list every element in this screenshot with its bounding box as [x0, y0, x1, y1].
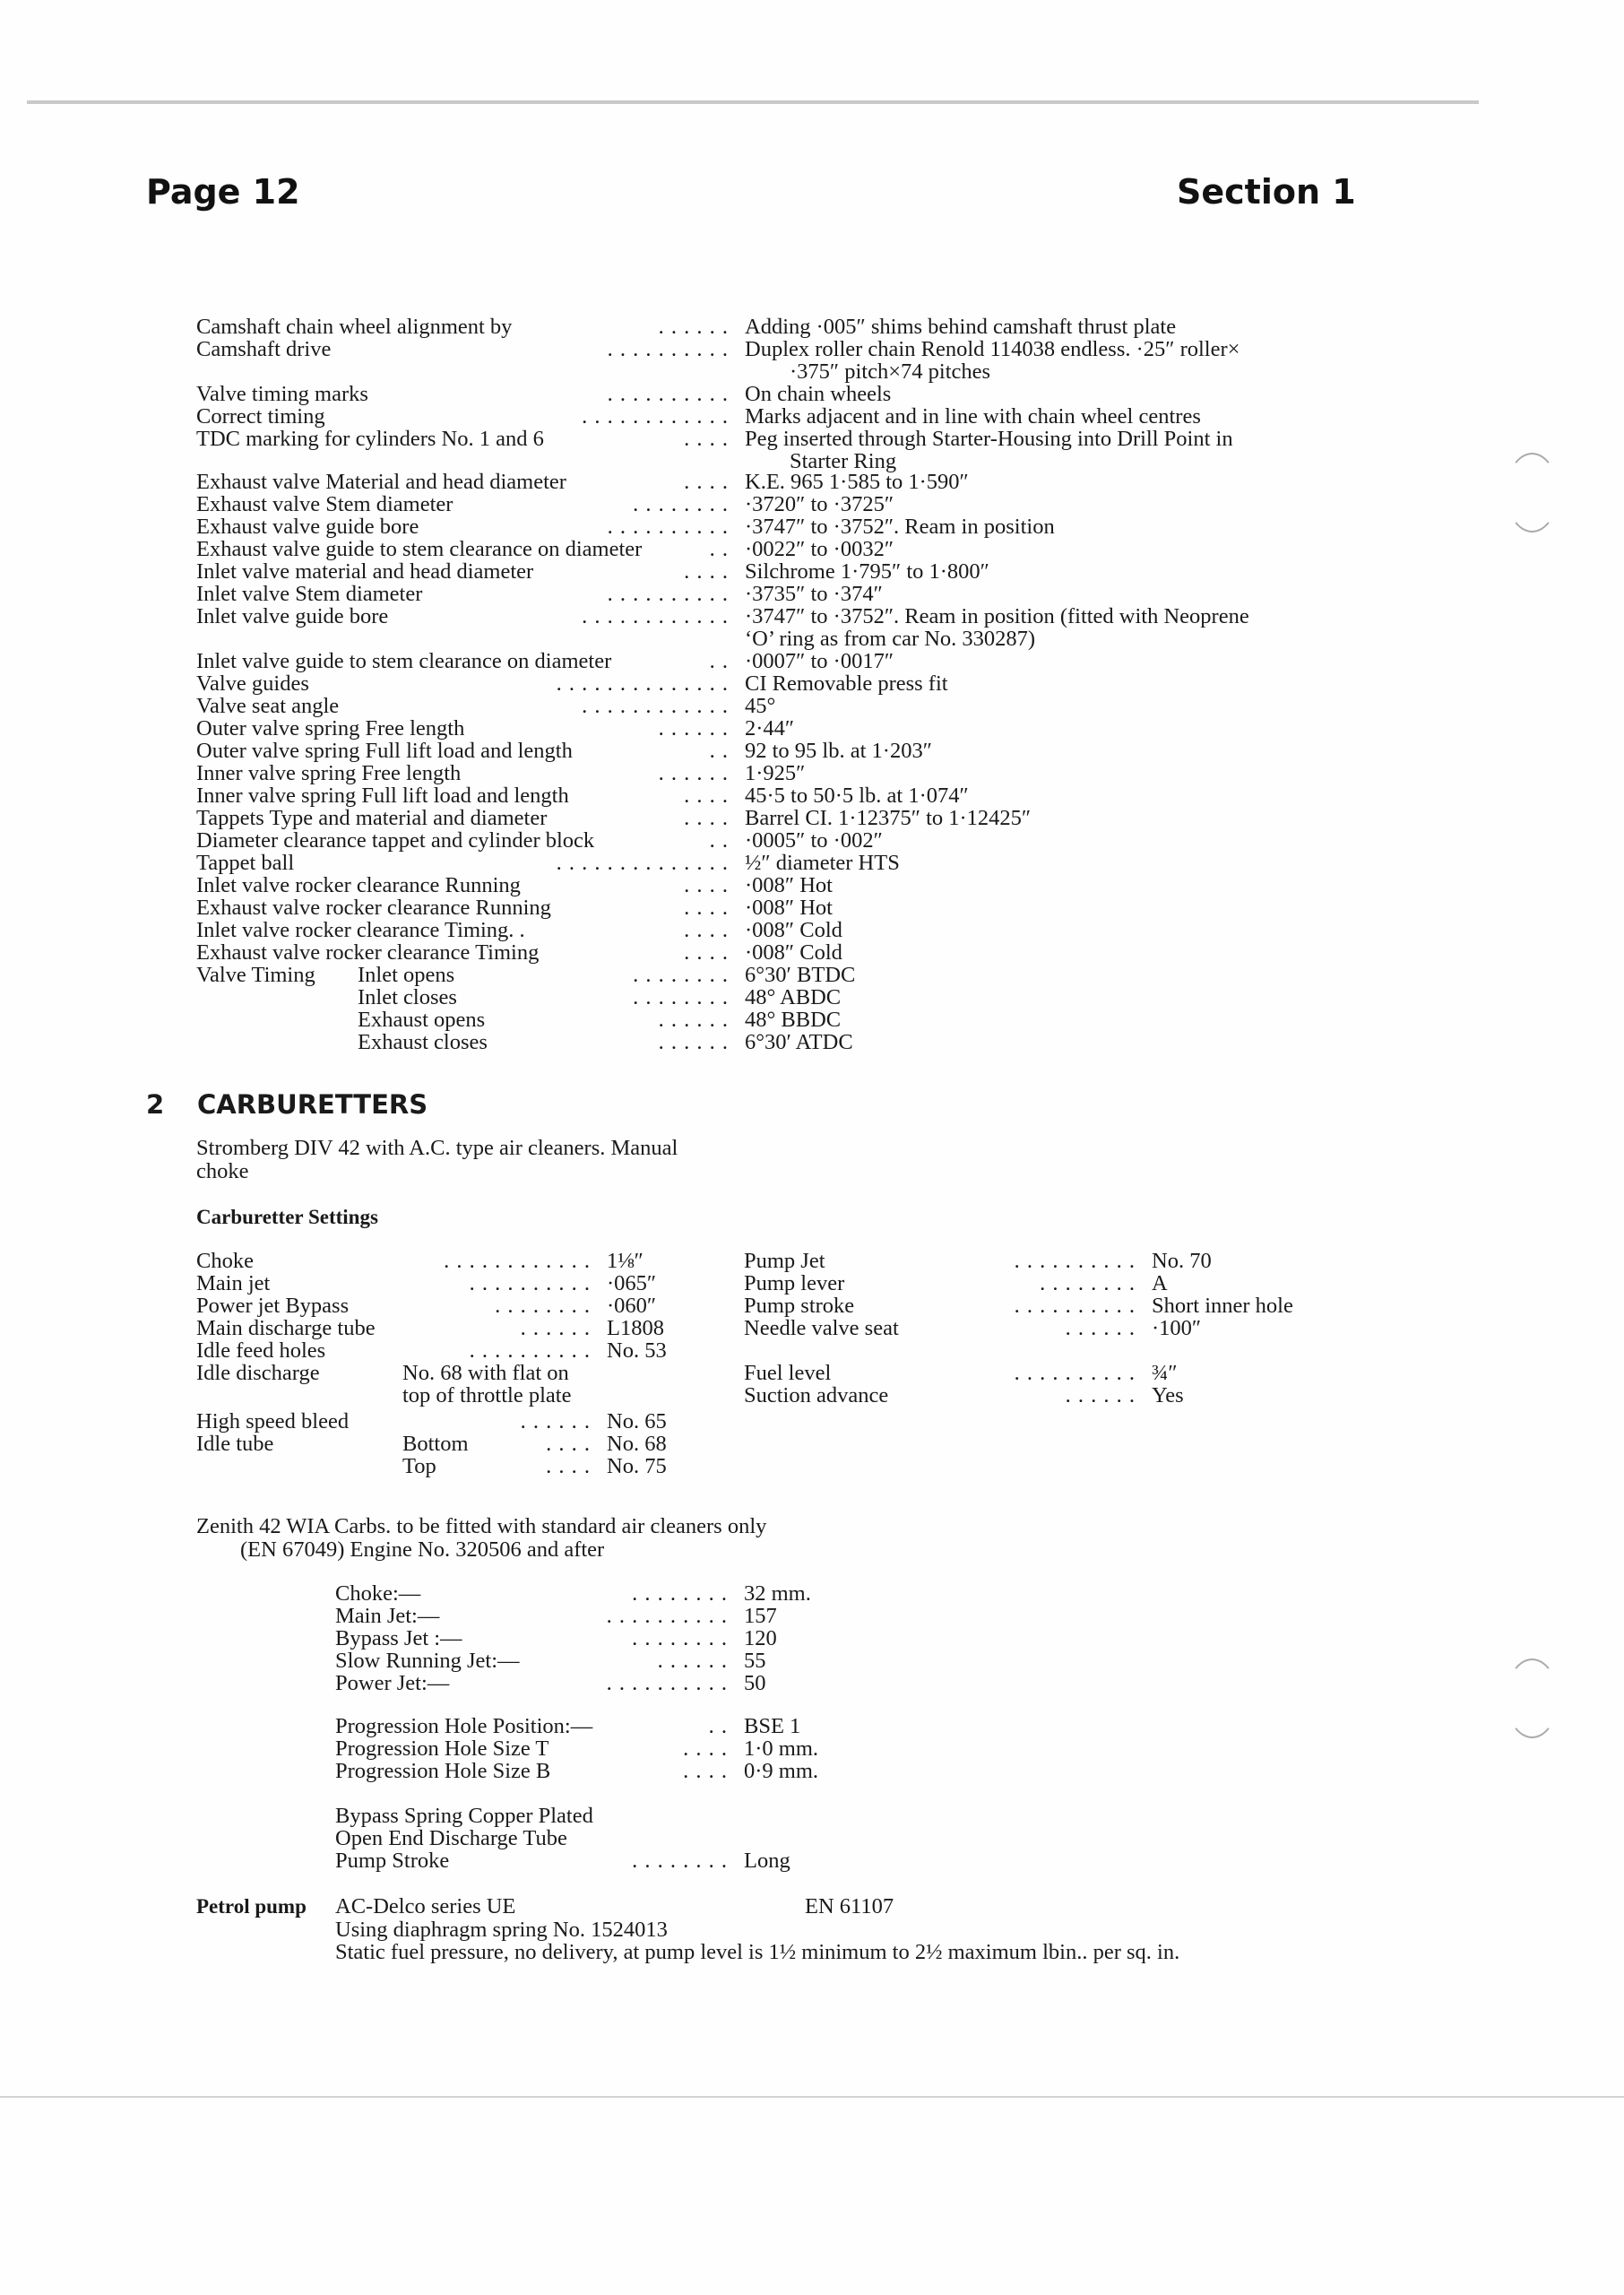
- spec-label: Valve seat angle: [196, 694, 340, 718]
- spec-value: 48° BBDC: [745, 1008, 842, 1032]
- leader-dots: . . . . . . . .: [633, 963, 729, 987]
- spec-value: ·3747″ to ·3752″. Ream in position (fitted with Neoprene: [745, 604, 1249, 628]
- leader-dots: . . . . . . . . . . . .: [582, 604, 729, 628]
- leader-dots: . . . . . .: [658, 761, 729, 785]
- spec-value-continued: Starter Ring: [790, 449, 897, 473]
- spec-value: 48° ABDC: [745, 985, 842, 1009]
- leader-dots: . . . . . .: [658, 716, 729, 740]
- zenith-row: [335, 1805, 963, 1828]
- spec-label: Progression Hole Position:—: [335, 1714, 593, 1738]
- leader-dots: . . . . . . . .: [633, 492, 729, 516]
- spec-label: Correct timing: [196, 404, 325, 429]
- zenith-row: [335, 1849, 963, 1873]
- spec-value: ½″ diameter HTS: [745, 851, 900, 875]
- spec-row: [196, 695, 1361, 718]
- spec-value: 6°30′ BTDC: [745, 963, 856, 987]
- spec-row: [196, 807, 1361, 830]
- leader-dots: . .: [709, 828, 729, 853]
- leader-dots: . . . . . . . . . .: [469, 1271, 591, 1295]
- spec-row: [196, 428, 1361, 451]
- spec-row: [196, 493, 1361, 516]
- leader-dots: . . . .: [684, 918, 729, 942]
- spec-label: Inlet valve guide bore: [196, 604, 389, 628]
- spec-label: Tappet ball: [196, 851, 295, 875]
- spec-row: [196, 650, 1361, 673]
- spec-value: Barrel CI. 1·12375″ to 1·12425″: [745, 806, 1032, 830]
- spec-value: 2·44″: [745, 716, 795, 740]
- spec-sublabel: top of throttle plate: [402, 1383, 572, 1407]
- spec-label: Open End Discharge Tube: [335, 1826, 567, 1850]
- leader-dots: . . . . . . . . . .: [607, 382, 729, 406]
- spec-value-continued: ‘O’ ring as from car No. 330287): [745, 627, 1036, 651]
- leader-dots: . .: [709, 649, 729, 673]
- carb-row: [196, 1455, 698, 1478]
- spec-value: 6°30′ ATDC: [745, 1030, 853, 1054]
- spec-value: 1·0 mm.: [744, 1736, 819, 1761]
- leader-dots: . . . . . . . . . .: [1014, 1294, 1136, 1318]
- spec-sublabel: Exhaust opens: [358, 1008, 486, 1032]
- leader-dots: . . . . . . . . . . . .: [444, 1249, 591, 1273]
- section-number: 2: [146, 1089, 165, 1120]
- spec-value: ·008″ Hot: [745, 873, 833, 897]
- zenith-intro-line: (EN 67049) Engine No. 320506 and after: [240, 1537, 605, 1562]
- zenith-row: [335, 1672, 963, 1695]
- spec-label: Camshaft drive: [196, 337, 332, 361]
- leader-dots: . . . .: [684, 470, 729, 494]
- spec-value: ·0005″ to ·002″: [745, 828, 883, 853]
- leader-dots: . . . . . . . . . . . . . .: [556, 851, 729, 875]
- carb-row: [196, 1272, 698, 1295]
- leader-dots: . . . . . . . .: [1040, 1271, 1136, 1295]
- spec-value: Long: [744, 1849, 790, 1873]
- zenith-row: [335, 1582, 963, 1606]
- spec-value: 1·925″: [745, 761, 806, 785]
- carb-intro-line: choke: [196, 1159, 249, 1183]
- spec-label: Exhaust valve guide to stem clearance on diameter: [196, 537, 643, 561]
- spec-label: Exhaust valve guide bore: [196, 515, 419, 539]
- spec-label: Pump stroke: [744, 1294, 855, 1318]
- spec-row: [196, 383, 1361, 406]
- carb-row: [744, 1317, 1389, 1340]
- spec-label: Main Jet:—: [335, 1604, 440, 1628]
- spec-row: [196, 941, 1361, 965]
- leader-dots: . . . .: [684, 873, 729, 897]
- spec-label: Choke: [196, 1249, 254, 1273]
- spec-value: 32 mm.: [744, 1581, 811, 1606]
- spec-value: 45°: [745, 694, 776, 718]
- spec-label: Exhaust valve Stem diameter: [196, 492, 454, 516]
- spec-label: Exhaust valve Material and head diameter: [196, 470, 566, 494]
- spec-value: ·0007″ to ·0017″: [745, 649, 894, 673]
- carb-row: [744, 1295, 1389, 1318]
- spec-value: Yes: [1152, 1383, 1184, 1407]
- spec-label: Pump Stroke: [335, 1849, 450, 1873]
- spec-value: BSE 1: [744, 1714, 801, 1738]
- leader-dots: . . . . . . . . . .: [606, 1604, 728, 1628]
- leader-dots: . . . . . . . . . .: [607, 515, 729, 539]
- spec-label: Idle discharge: [196, 1361, 320, 1385]
- leader-dots: . . . .: [684, 940, 729, 965]
- spec-value: Duplex roller chain Renold 114038 endless. ·25″ roller×: [745, 337, 1240, 361]
- spec-sublabel: Top: [402, 1454, 436, 1478]
- leader-dots: . . . . . . . . . .: [1014, 1361, 1136, 1385]
- spec-label: Suction advance: [744, 1383, 889, 1407]
- spec-value: Short inner hole: [1152, 1294, 1293, 1318]
- spec-row: [196, 784, 1361, 808]
- carb-row: [196, 1339, 698, 1363]
- leader-dots: . . . . . . . .: [632, 1581, 728, 1606]
- spec-value: CI Removable press fit: [745, 671, 948, 696]
- leader-dots: . . . . . .: [658, 1030, 729, 1054]
- spec-row: [196, 762, 1361, 785]
- carb-row: [196, 1295, 698, 1318]
- spec-label: Needle valve seat: [744, 1316, 899, 1340]
- spec-label: Main jet: [196, 1271, 271, 1295]
- carb-row: [744, 1250, 1389, 1273]
- leader-dots: . . . .: [683, 1759, 728, 1783]
- spec-value: K.E. 965 1·585 to 1·590″: [745, 470, 969, 494]
- spec-value: ·008″ Cold: [745, 940, 842, 965]
- spec-value: ¾″: [1152, 1361, 1178, 1385]
- leader-dots: . . . .: [546, 1432, 591, 1456]
- spec-row: [196, 338, 1361, 361]
- spec-row: [196, 515, 1361, 539]
- zenith-row: [335, 1737, 963, 1761]
- spec-value: 45·5 to 50·5 lb. at 1·074″: [745, 784, 969, 808]
- spec-label: Power jet Bypass: [196, 1294, 350, 1318]
- carb-row: [744, 1272, 1389, 1295]
- petrol-pump-line: Static fuel pressure, no delivery, at pump level is 1½ minimum to 2½ maximum lbin.. per sq. in.: [335, 1940, 1180, 1964]
- spec-value: Adding ·005″ shims behind camshaft thrust plate: [745, 315, 1177, 339]
- spec-value: ·008″ Hot: [745, 896, 833, 920]
- leader-dots: . . . . . . . . . .: [607, 337, 729, 361]
- spec-label: Bypass Jet :—: [335, 1626, 462, 1650]
- petrol-pump-line: Using diaphragm spring No. 1524013: [335, 1918, 668, 1942]
- spec-value: Peg inserted through Starter-Housing into Drill Point in: [745, 427, 1233, 451]
- spec-value: ·3747″ to ·3752″. Ream in position: [745, 515, 1055, 539]
- spec-row: [196, 471, 1361, 494]
- spec-label: Pump lever: [744, 1271, 845, 1295]
- spec-row: [196, 740, 1361, 763]
- spec-label: Bypass Spring Copper Plated: [335, 1804, 593, 1828]
- spec-label: Main discharge tube: [196, 1316, 376, 1340]
- leader-dots: . . . .: [684, 559, 729, 584]
- leader-dots: . . . .: [683, 1736, 728, 1761]
- spec-row: [196, 672, 1361, 696]
- leader-dots: . .: [708, 1714, 728, 1738]
- carb-row: [744, 1362, 1389, 1385]
- spec-label: Camshaft chain wheel alignment by: [196, 315, 513, 339]
- zenith-row: [335, 1627, 963, 1650]
- spec-value: 50: [744, 1671, 766, 1695]
- spec-label: Outer valve spring Full lift load and length: [196, 739, 573, 763]
- spec-row: [196, 829, 1361, 853]
- carb-row: [196, 1362, 698, 1385]
- zenith-row: [335, 1715, 963, 1738]
- leader-dots: . . . . . . . .: [495, 1294, 591, 1318]
- spec-value: 1⅛″: [607, 1249, 644, 1273]
- spec-value: ·065″: [607, 1271, 657, 1295]
- leader-dots: . . . .: [684, 806, 729, 830]
- leader-dots: . . . .: [684, 427, 729, 451]
- spec-label: Inlet valve rocker clearance Timing. .: [196, 918, 525, 942]
- spec-sublabel: Bottom: [402, 1432, 469, 1456]
- spec-row: [196, 560, 1361, 584]
- leader-dots: . . . . . .: [658, 315, 729, 339]
- spec-label: Choke:—: [335, 1581, 421, 1606]
- spec-label: Power Jet:—: [335, 1671, 450, 1695]
- spec-value: ·3720″ to ·3725″: [745, 492, 894, 516]
- spec-label: Progression Hole Size T: [335, 1736, 549, 1761]
- spec-value: Marks adjacent and in line with chain wheel centres: [745, 404, 1201, 429]
- spec-value: No. 75: [607, 1454, 667, 1478]
- spec-row: [196, 405, 1361, 429]
- spec-value: ·060″: [607, 1294, 657, 1318]
- spec-row: [196, 896, 1361, 920]
- zenith-row: [335, 1827, 963, 1850]
- spec-label: Inlet valve guide to stem clearance on diameter: [196, 649, 612, 673]
- spec-row: [196, 1009, 1361, 1032]
- spec-row: [196, 583, 1361, 606]
- petrol-pump-label: Petrol pump: [196, 1895, 307, 1918]
- spec-label: Valve Timing: [196, 963, 315, 987]
- leader-dots: . .: [709, 537, 729, 561]
- zenith-row: [335, 1605, 963, 1628]
- spec-row: [196, 1031, 1361, 1054]
- spec-value: 92 to 95 lb. at 1·203″: [745, 739, 932, 763]
- spec-value: L1808: [607, 1316, 664, 1340]
- leader-dots: . . . . . . . . . .: [469, 1338, 591, 1363]
- spec-sublabel: No. 68 with flat on: [402, 1361, 569, 1385]
- spec-row: [196, 316, 1361, 339]
- spec-label: Exhaust valve rocker clearance Running: [196, 896, 551, 920]
- leader-dots: . . . . . .: [658, 1008, 729, 1032]
- spec-row: [196, 919, 1361, 942]
- leader-dots: . . . .: [546, 1454, 591, 1478]
- zenith-intro-line: Zenith 42 WIA Carbs. to be fitted with standard air cleaners only: [196, 1514, 767, 1538]
- leader-dots: . . . . . . . . . . . .: [582, 404, 729, 429]
- zenith-row: [335, 1760, 963, 1783]
- spec-label: Valve guides: [196, 671, 309, 696]
- leader-dots: . . . . . .: [520, 1316, 591, 1340]
- punch-hole-mark: [1506, 453, 1559, 533]
- spec-value: On chain wheels: [745, 382, 892, 406]
- spec-label: Idle feed holes: [196, 1338, 326, 1363]
- spec-value: Silchrome 1·795″ to 1·800″: [745, 559, 989, 584]
- leader-dots: . . . . . . . .: [632, 1849, 728, 1873]
- spec-value: ·008″ Cold: [745, 918, 842, 942]
- spec-label: Pump Jet: [744, 1249, 825, 1273]
- section-heading: [146, 1089, 428, 1120]
- section-title: CARBURETTERS: [197, 1089, 428, 1120]
- spec-value: No. 65: [607, 1409, 667, 1433]
- leader-dots: . .: [709, 739, 729, 763]
- spec-value: 157: [744, 1604, 777, 1628]
- carb-row: [196, 1317, 698, 1340]
- spec-label: Exhaust valve rocker clearance Timing: [196, 940, 540, 965]
- spec-value: 0·9 mm.: [744, 1759, 819, 1783]
- spec-label: Inlet valve material and head diameter: [196, 559, 534, 584]
- leader-dots: . . . . . . . . . .: [606, 1671, 728, 1695]
- zenith-row: [335, 1650, 963, 1673]
- spec-label: Fuel level: [744, 1361, 832, 1385]
- spec-value: ·100″: [1152, 1316, 1202, 1340]
- spec-label: Outer valve spring Free length: [196, 716, 465, 740]
- spec-label: Inlet valve Stem diameter: [196, 582, 423, 606]
- spec-label: Tappets Type and material and diameter: [196, 806, 548, 830]
- spec-row: [196, 874, 1361, 897]
- spec-sublabel: Exhaust closes: [358, 1030, 488, 1054]
- carb-row: [196, 1250, 698, 1273]
- spec-label: Slow Running Jet:—: [335, 1649, 520, 1673]
- page-number: Page 12: [146, 172, 300, 212]
- spec-label: Inner valve spring Free length: [196, 761, 462, 785]
- spec-label: Inlet valve rocker clearance Running: [196, 873, 521, 897]
- carb-intro-line: Stromberg DIV 42 with A.C. type air cleaners. Manual: [196, 1136, 678, 1160]
- spec-value: No. 53: [607, 1338, 667, 1363]
- carb-row: [196, 1410, 698, 1433]
- spec-row: [196, 964, 1361, 987]
- scan-edge-bottom: [0, 2096, 1624, 2098]
- leader-dots: . . . . . . . . . . . . . .: [556, 671, 729, 696]
- petrol-pump-code: EN 61107: [805, 1894, 894, 1918]
- leader-dots: . . . . . .: [1065, 1316, 1136, 1340]
- spec-label: Idle tube: [196, 1432, 274, 1456]
- spec-value: A: [1152, 1271, 1168, 1295]
- punch-hole-mark: [1506, 1658, 1559, 1738]
- spec-value: ·0022″ to ·0032″: [745, 537, 894, 561]
- spec-value: 120: [744, 1626, 777, 1650]
- spec-label: Inner valve spring Full lift load and length: [196, 784, 569, 808]
- leader-dots: . . . .: [684, 896, 729, 920]
- spec-sublabel: Inlet opens: [358, 963, 455, 987]
- spec-label: Diameter clearance tappet and cylinder block: [196, 828, 595, 853]
- spec-value: ·3735″ to ·374″: [745, 582, 883, 606]
- spec-value: 55: [744, 1649, 766, 1673]
- carb-settings-title: Carburetter Settings: [196, 1206, 378, 1228]
- leader-dots: . . . . . . . . . . . .: [582, 694, 729, 718]
- spec-label: TDC marking for cylinders No. 1 and 6: [196, 427, 544, 451]
- spec-label: Valve timing marks: [196, 382, 368, 406]
- leader-dots: . . . . . . . . . .: [607, 582, 729, 606]
- spec-row: [196, 538, 1361, 561]
- spec-row: [196, 605, 1361, 628]
- leader-dots: . . . . . .: [1065, 1383, 1136, 1407]
- leader-dots: . . . . . . . .: [633, 985, 729, 1009]
- scan-edge-top: [27, 100, 1479, 104]
- leader-dots: . . . .: [684, 784, 729, 808]
- spec-label: Progression Hole Size B: [335, 1759, 551, 1783]
- leader-dots: . . . . . .: [657, 1649, 728, 1673]
- spec-sublabel: Inlet closes: [358, 985, 457, 1009]
- carb-row: [196, 1384, 698, 1407]
- spec-value: No. 70: [1152, 1249, 1212, 1273]
- spec-row: [196, 717, 1361, 740]
- spec-row: [196, 986, 1361, 1009]
- spec-value-continued: ·375″ pitch×74 pitches: [790, 359, 991, 384]
- leader-dots: . . . . . . . . . .: [1014, 1249, 1136, 1273]
- petrol-pump-line: AC-Delco series UE: [335, 1894, 516, 1918]
- leader-dots: . . . . . . . .: [632, 1626, 728, 1650]
- spec-row: [196, 852, 1361, 875]
- spec-label: High speed bleed: [196, 1409, 350, 1433]
- section-label: Section 1: [1177, 172, 1356, 212]
- carb-row: [744, 1384, 1389, 1407]
- carb-row: [196, 1433, 698, 1456]
- leader-dots: . . . . . .: [520, 1409, 591, 1433]
- spec-value: No. 68: [607, 1432, 667, 1456]
